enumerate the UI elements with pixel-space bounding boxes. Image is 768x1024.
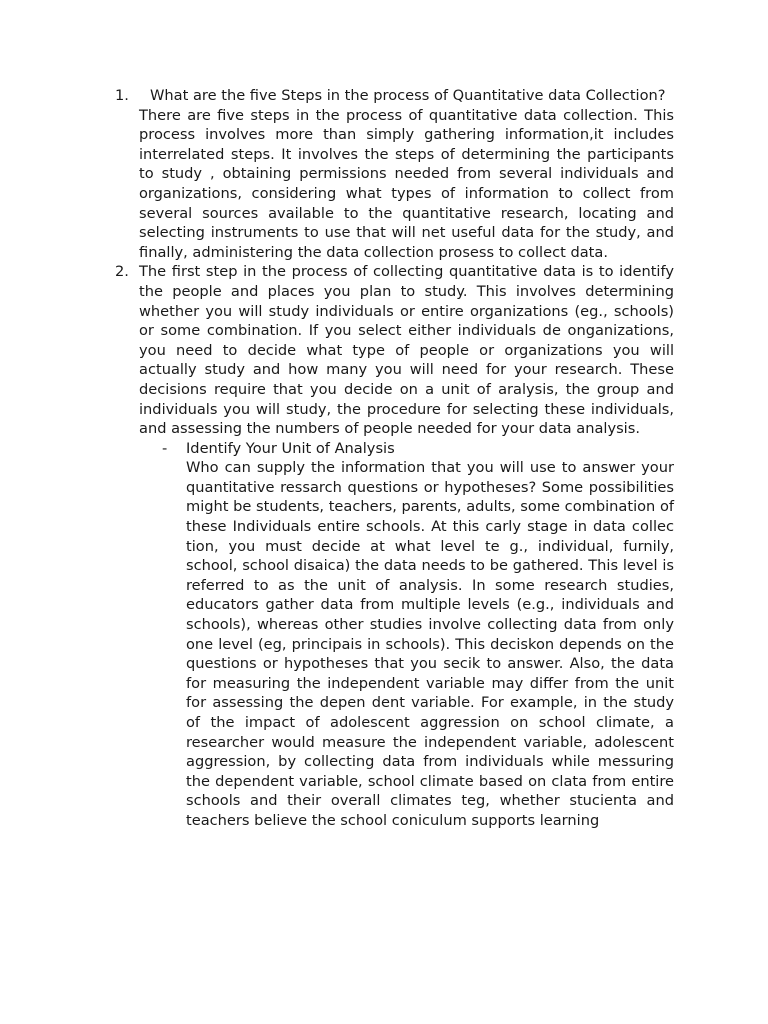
list-item-2: [115, 262, 674, 438]
question-text: What are the five Steps in the process of Quantitative data Collection?: [150, 87, 666, 104]
step-paragraph: The first step in the process of collecting quantitative data is to identify the people and places you plan to study. This involves determining whether you will study individuals or entire organizations (eg., schools) or some combination. If you select either individuals de onganizations, you need to decide what type of people or organizations you will actually study and how many you will need for your research. These decisions require that you decide on a unit of aralysis, the group and individuals you will study, the procedure for selecting these individuals, and assessing the numbers of people needed for your data analysis.: [139, 263, 674, 438]
sub-list-item: [162, 439, 675, 831]
subsection-paragraph: Who can supply the information that you will use to answer your quantitative ressarch questions or hypotheses? Some possibilities might be students, teachers, parents, adults, some combination of these Individuals entire schools. At this carly stage in data collec tion, you must decide at what level te g., individual, furnily, school, school disaica) the data needs to be gathered. This level is referred to as the unit of analysis. In some research studies, educators gather data from multiple levels (e.g., individuals and schools), whereas other studies involve collecting data from only one level (eg, principais in schools). This deciskon depends on the questions or hypotheses that you secik to answer. Also, the data for measuring the independent variable may differ from the unit for assessing the depen dent variable. For example, in the study of the impact of adolescent aggression on school climate, a researcher would measure the independent variable, adolescent aggression, by collecting data from individuals while messuring the dependent variable, school climate based on clata from entire schools and their overall climates teg, whether stucienta and teachers believe the school coniculum supports learning: [186, 459, 675, 829]
subsection-title: Identify Your Unit of Analysis: [186, 439, 395, 457]
list-number: 1.: [115, 87, 129, 104]
answer-paragraph: There are five steps in the process of quantitative data collection. This process involves more than simply gathering information,it includes interrelated steps. It involves the steps of determining the participants to study , obtaining permissions needed from several individuals and organizations, considering what types of information to collect from several sources available to the quantitative research, locating and selecting instruments to use that will net useful data for the study, and finally, administering the data collection prosess to collect data.: [139, 106, 674, 261]
list-number: 2.: [115, 263, 129, 281]
bullet-dash: -: [162, 439, 168, 457]
list-item-1: [115, 86, 674, 262]
document-body: [115, 86, 675, 831]
